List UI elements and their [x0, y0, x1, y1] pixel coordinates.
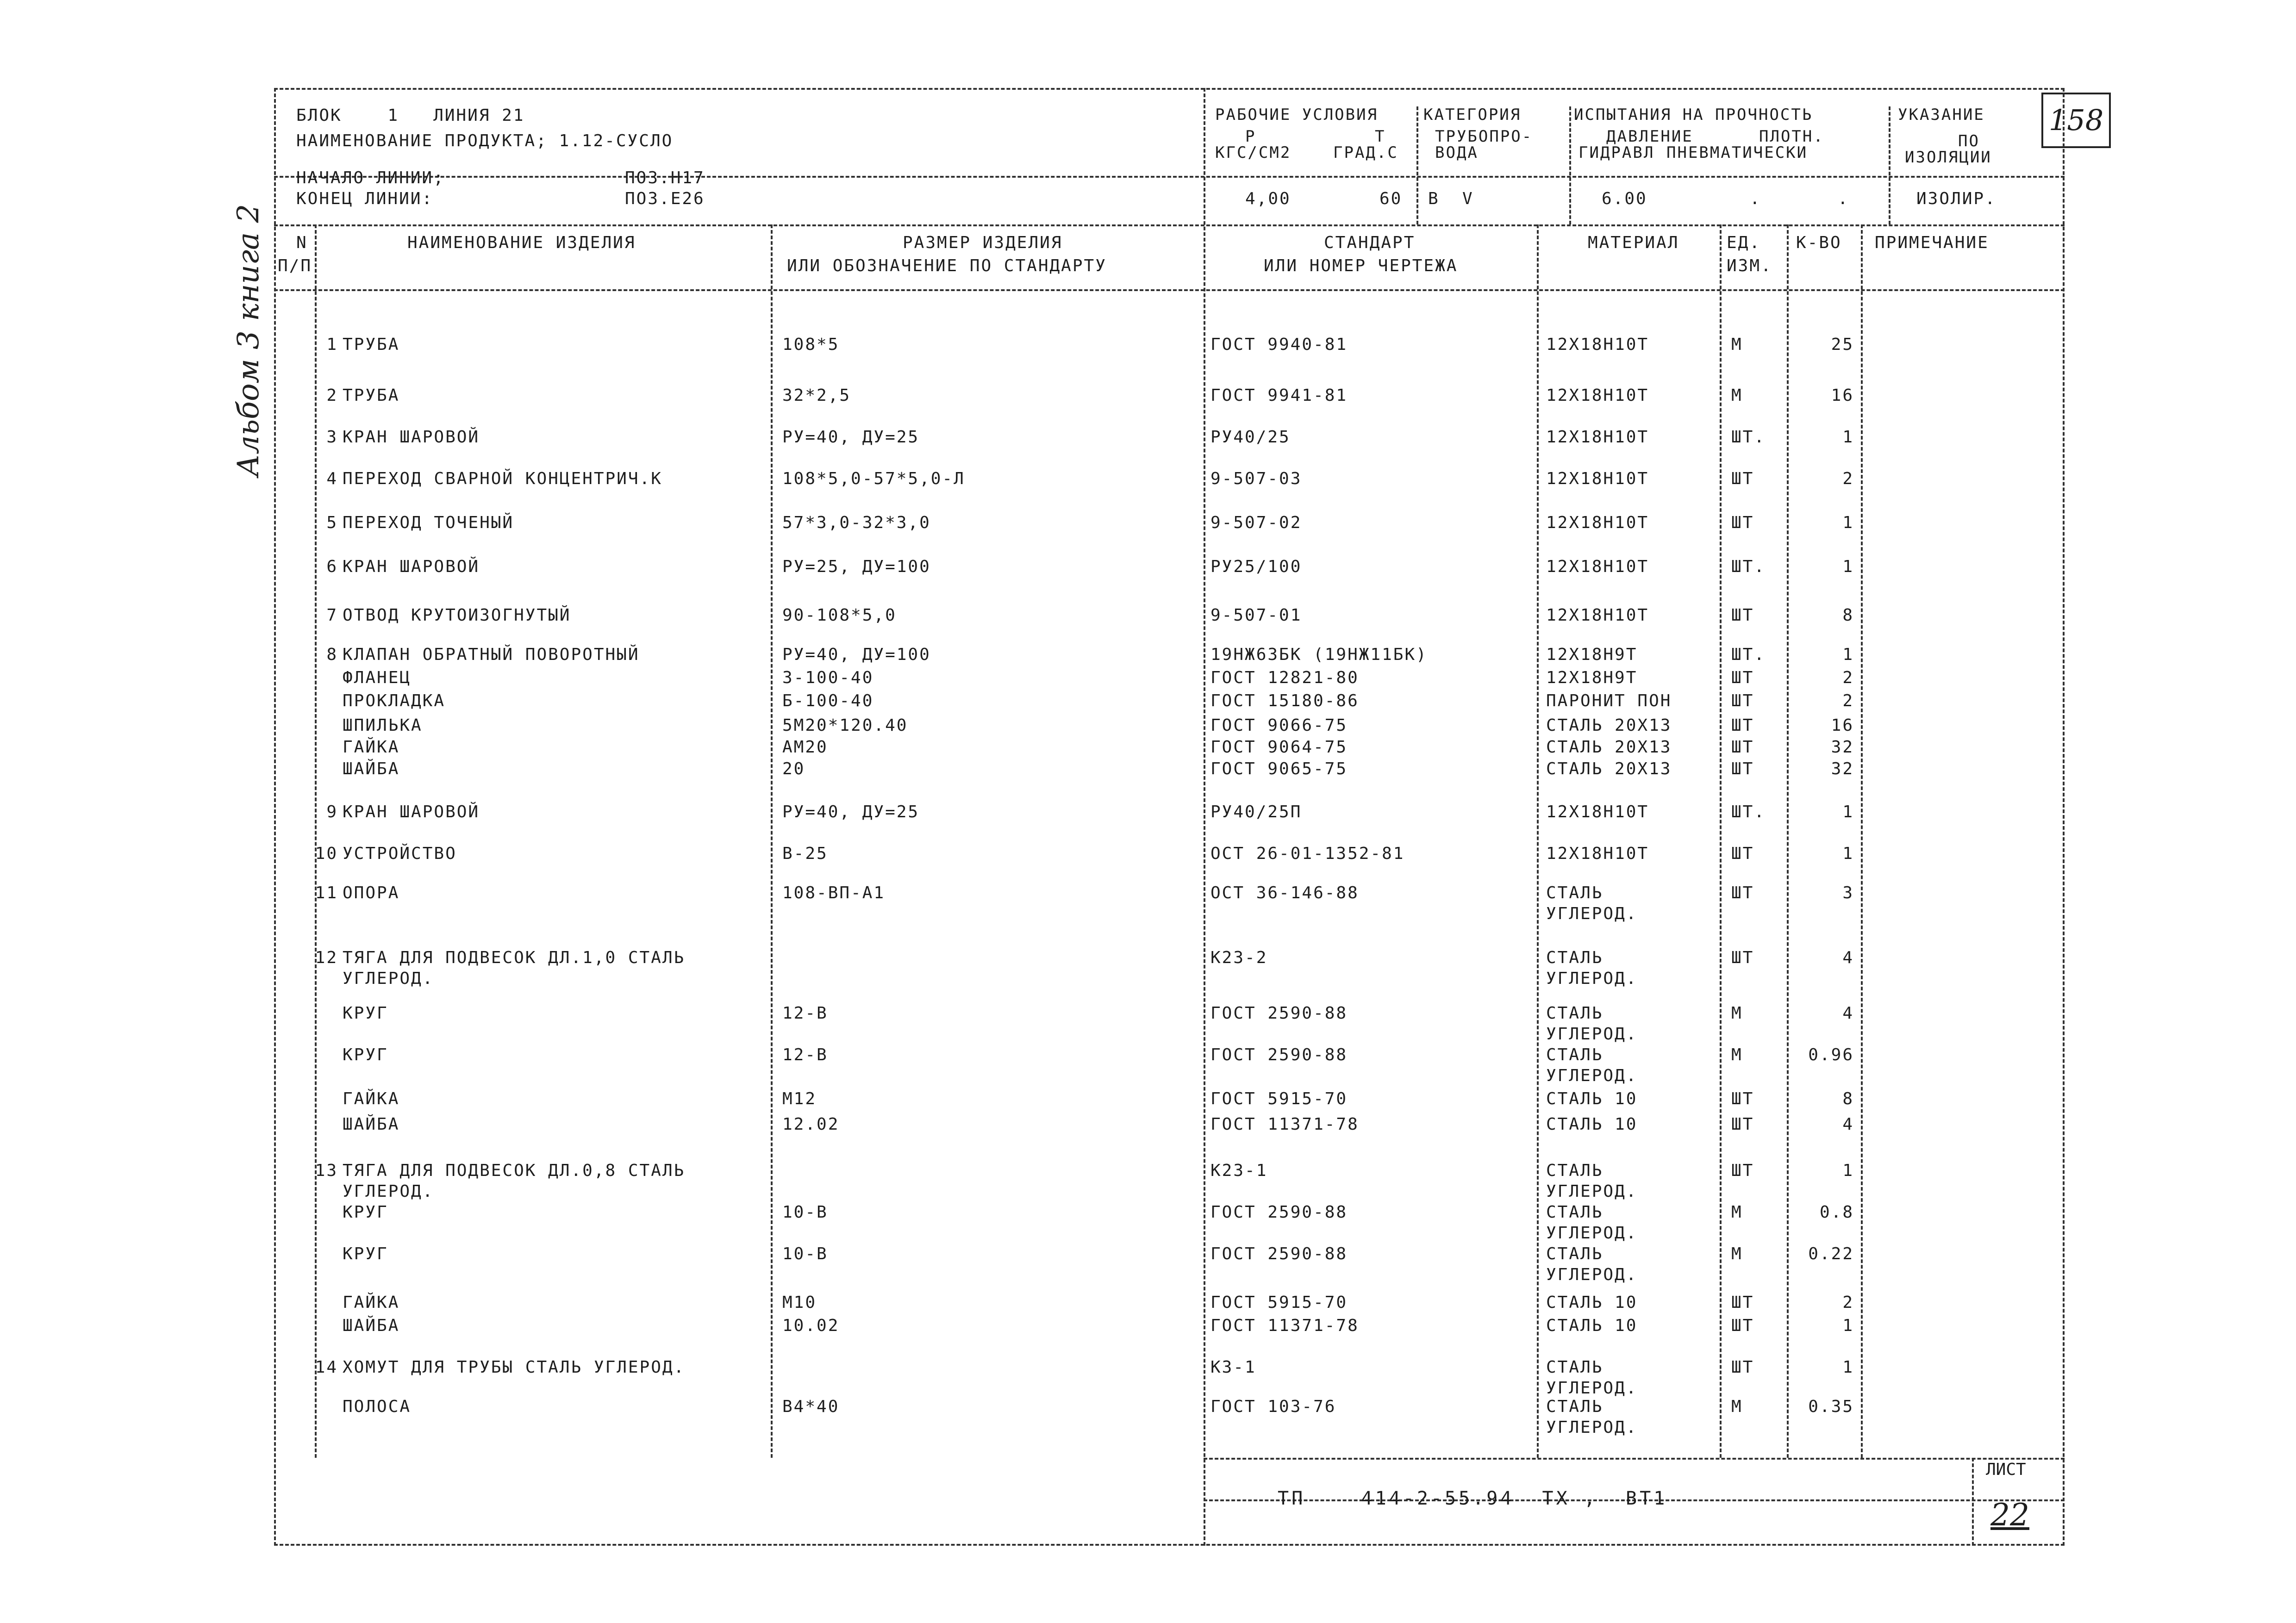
- header-t-label: Т: [1375, 127, 1386, 146]
- header-strength-test: ИСПЫТАНИЯ НА ПРОЧНОСТЬ: [1574, 106, 1813, 124]
- col-std2: ИЛИ НОМЕР ЧЕРТЕЖА: [1264, 256, 1458, 275]
- cell-unit: М: [1731, 1045, 1743, 1064]
- header-insulation3: ИЗОЛЯЦИИ: [1905, 148, 1992, 167]
- col-unit2: ИЗМ.: [1727, 256, 1772, 275]
- cell-qty: 32: [1831, 738, 1854, 757]
- cell-name: ТРУБА: [343, 386, 400, 405]
- cell-std: ОСТ 36-146-88: [1210, 883, 1359, 902]
- cell-unit: ШТ: [1731, 716, 1754, 735]
- cell-mat: 12Х18Н10Т: [1546, 557, 1649, 576]
- sheet-number: 22: [1990, 1497, 2029, 1533]
- album-stamp-text: Альбом 3 книга 2: [231, 204, 266, 477]
- cell-mat: 12Х18Н10Т: [1546, 802, 1649, 821]
- cell-n: 8: [326, 645, 338, 664]
- cell-name: ШАЙБА: [343, 759, 400, 778]
- cell-unit: ШТ: [1731, 883, 1754, 902]
- cell-mat2: УГЛЕРОД.: [1546, 904, 1638, 923]
- cell-unit: ШТ: [1731, 1358, 1754, 1377]
- cell-size: М10: [782, 1293, 817, 1312]
- cell-std: ГОСТ 2590-88: [1210, 1004, 1348, 1023]
- cell-qty: 1: [1842, 844, 1854, 863]
- cell-mat2: УГЛЕРОД.: [1546, 1418, 1638, 1437]
- cell-n: 1: [326, 335, 338, 354]
- cell-mat: 12Х18Н10Т: [1546, 513, 1649, 532]
- sheet-label: ЛИСТ: [1986, 1460, 2026, 1479]
- cell-qty: 16: [1831, 716, 1854, 735]
- cell-std: К23-1: [1210, 1161, 1268, 1180]
- cell-mat2: УГЛЕРОД.: [1546, 1379, 1638, 1398]
- cell-unit: ШТ: [1731, 469, 1754, 488]
- col-name: НАИМЕНОВАНИЕ ИЗДЕЛИЯ: [407, 233, 636, 252]
- cell-mat: СТАЛЬ: [1546, 948, 1603, 967]
- cell-size: 108*5,0-57*5,0-Л: [782, 469, 965, 488]
- cell-std: ГОСТ 11371-78: [1210, 1115, 1359, 1134]
- cell-name2: УГЛЕРОД.: [343, 969, 434, 988]
- cell-name: КРУГ: [343, 1045, 388, 1064]
- header-category: КАТЕГОРИЯ: [1423, 106, 1522, 124]
- sheet-number-top: 158: [2041, 93, 2111, 148]
- cell-unit: М: [1731, 1004, 1743, 1023]
- header-category-value: В V: [1428, 189, 1474, 208]
- col-size1: РАЗМЕР ИЗДЕЛИЯ: [903, 233, 1063, 252]
- header-insulation1: УКАЗАНИЕ: [1898, 106, 1985, 124]
- cell-std: ГОСТ 9064-75: [1210, 738, 1348, 757]
- header-start-value: ПОЗ.Н17: [625, 168, 705, 187]
- header-pneu-value: .: [1750, 189, 1761, 208]
- header-start-label: НАЧАЛО ЛИНИИ;: [296, 168, 445, 187]
- album-stamp: [218, 204, 282, 477]
- table-frame: [274, 88, 2065, 1546]
- cell-name: ТРУБА: [343, 335, 400, 354]
- cell-size: Б-100-40: [782, 691, 874, 710]
- cell-mat: СТАЛЬ: [1546, 883, 1603, 902]
- cell-mat2: УГЛЕРОД.: [1546, 1182, 1638, 1201]
- rule-col-size: [1204, 88, 1205, 1546]
- cell-mat: СТАЛЬ 10: [1546, 1115, 1638, 1134]
- cell-qty: 2: [1842, 691, 1854, 710]
- cell-std: ГОСТ 2590-88: [1210, 1244, 1348, 1263]
- cell-n: 6: [326, 557, 338, 576]
- cell-qty: 1: [1842, 1358, 1854, 1377]
- cell-size: 10-В: [782, 1244, 828, 1263]
- cell-unit: ШТ: [1731, 1161, 1754, 1180]
- header-t-unit: ГРАД.С: [1333, 143, 1398, 162]
- cell-mat2: УГЛЕРОД.: [1546, 1265, 1638, 1284]
- cell-std: К3-1: [1210, 1358, 1256, 1377]
- cell-size: 10.02: [782, 1316, 840, 1335]
- cell-std: ГОСТ 9940-81: [1210, 335, 1348, 354]
- cell-std: ГОСТ 5915-70: [1210, 1293, 1348, 1312]
- rule-col-std: [1537, 224, 1539, 1458]
- col-qty: К-ВО: [1796, 233, 1842, 252]
- cell-name: УСТРОЙСТВО: [343, 844, 457, 863]
- cell-size: 5М20*120.40: [782, 716, 908, 735]
- cell-name: КРАН ШАРОВОЙ: [343, 557, 480, 576]
- cell-mat: 12Х18Н9Т: [1546, 645, 1638, 664]
- header-pneumatic: ПНЕВМАТИЧЕСКИ: [1666, 143, 1808, 162]
- cell-size: 10-В: [782, 1203, 828, 1222]
- header-end-label: КОНЕЦ ЛИНИИ:: [296, 189, 434, 208]
- cell-std: РУ40/25П: [1210, 802, 1302, 821]
- cell-mat: СТАЛЬ: [1546, 1203, 1603, 1222]
- cell-qty: 32: [1831, 759, 1854, 778]
- cell-qty: 0.96: [1808, 1045, 1854, 1064]
- header-insulation2: ПО: [1958, 132, 1980, 150]
- cell-mat: СТАЛЬ 10: [1546, 1293, 1638, 1312]
- cell-n: 10: [315, 844, 338, 863]
- cell-unit: ШТ: [1731, 759, 1754, 778]
- cell-std: 19НЖ63БК (19НЖ11БК): [1210, 645, 1428, 664]
- cell-unit: ШТ: [1731, 844, 1754, 863]
- document-code: ТП 414-2-55.94 ТХ , ВТ1: [1278, 1488, 1668, 1509]
- cell-size: 108*5: [782, 335, 840, 354]
- cell-unit: ШТ: [1731, 738, 1754, 757]
- cell-name: ГАЙКА: [343, 1089, 400, 1108]
- cell-qty: 16: [1831, 386, 1854, 405]
- cell-mat: 12Х18Н10Т: [1546, 469, 1649, 488]
- cell-n: 12: [315, 948, 338, 967]
- cell-size: РУ=40, ДУ=25: [782, 428, 920, 447]
- cell-n: 11: [315, 883, 338, 902]
- cell-std: ГОСТ 5915-70: [1210, 1089, 1348, 1108]
- cell-size: 3-100-40: [782, 668, 874, 687]
- header-pipeline: ТРУБОПРО-: [1435, 127, 1533, 146]
- cell-qty: 1: [1842, 1316, 1854, 1335]
- header-pipeline2: ВОДА: [1435, 143, 1479, 162]
- header-end-value: ПОЗ.Е26: [625, 189, 705, 208]
- rule-col-n: [315, 224, 317, 1458]
- cell-name: ГАЙКА: [343, 1293, 400, 1312]
- cell-mat: СТАЛЬ: [1546, 1358, 1603, 1377]
- cell-qty: 3: [1842, 883, 1854, 902]
- cell-n: 3: [326, 428, 338, 447]
- cell-qty: 4: [1842, 1004, 1854, 1023]
- rule-header-bottom: [274, 224, 2065, 226]
- cell-name: ПРОКЛАДКА: [343, 691, 446, 710]
- cell-std: ГОСТ 2590-88: [1210, 1045, 1348, 1064]
- rule-header-mid: [274, 176, 2065, 178]
- cell-name: КРУГ: [343, 1004, 388, 1023]
- cell-mat: СТАЛЬ 10: [1546, 1316, 1638, 1335]
- cell-size: 32*2,5: [782, 386, 851, 405]
- cell-mat2: УГЛЕРОД.: [1546, 969, 1638, 988]
- header-product: НАИМЕНОВАНИЕ ПРОДУКТА; 1.12-СУСЛО: [296, 131, 674, 150]
- cell-std: 9-507-03: [1210, 469, 1302, 488]
- cell-mat: ПАРОНИТ ПОН: [1546, 691, 1672, 710]
- col-npp: П/П: [278, 256, 312, 275]
- cell-std: ГОСТ 9066-75: [1210, 716, 1348, 735]
- cell-size: 12-В: [782, 1045, 828, 1064]
- header-density: ПЛОТН.: [1759, 127, 1824, 146]
- rule-h-category: [1416, 106, 1418, 224]
- header-p-value: 4,00: [1245, 189, 1291, 208]
- header-work-conditions: РАБОЧИЕ УСЛОВИЯ: [1215, 106, 1379, 124]
- cell-unit: ШТ.: [1731, 802, 1766, 821]
- cell-n: 14: [315, 1358, 338, 1377]
- cell-size: 12-В: [782, 1004, 828, 1023]
- cell-size: РУ=40, ДУ=25: [782, 802, 920, 821]
- cell-unit: ШТ: [1731, 1089, 1754, 1108]
- cell-name: КЛАПАН ОБРАТНЫЙ ПОВОРОТНЫЙ: [343, 645, 640, 664]
- cell-mat: 12Х18Н10Т: [1546, 606, 1649, 625]
- cell-unit: ШТ.: [1731, 557, 1766, 576]
- cell-mat: 12Х18Н10Т: [1546, 428, 1649, 447]
- rule-col-name: [771, 224, 773, 1458]
- cell-unit: ШТ: [1731, 1316, 1754, 1335]
- cell-unit: М: [1731, 1244, 1743, 1263]
- cell-unit: М: [1731, 1397, 1743, 1416]
- cell-qty: 1: [1842, 1161, 1854, 1180]
- cell-unit: М: [1731, 386, 1743, 405]
- cell-qty: 1: [1842, 513, 1854, 532]
- cell-name2: УГЛЕРОД.: [343, 1182, 434, 1201]
- cell-std: ГОСТ 15180-86: [1210, 691, 1359, 710]
- cell-name: КРУГ: [343, 1244, 388, 1263]
- header-hydro-value: 6.00: [1602, 189, 1647, 208]
- rule-columns-bottom: [274, 289, 2065, 291]
- col-note: ПРИМЕЧАНИЕ: [1875, 233, 1989, 252]
- cell-unit: ШТ: [1731, 948, 1754, 967]
- col-unit1: ЕД.: [1727, 233, 1761, 252]
- cell-mat: СТАЛЬ: [1546, 1161, 1603, 1180]
- cell-qty: 1: [1842, 557, 1854, 576]
- cell-mat: СТАЛЬ: [1546, 1004, 1603, 1023]
- header-insulation-value: ИЗОЛИР.: [1916, 189, 1997, 208]
- cell-name: КРАН ШАРОВОЙ: [343, 802, 480, 821]
- cell-size: АМ20: [782, 738, 828, 757]
- cell-qty: 8: [1842, 606, 1854, 625]
- rule-col-mat: [1720, 224, 1722, 1458]
- cell-name: КРАН ШАРОВОЙ: [343, 428, 480, 447]
- cell-unit: ШТ: [1731, 668, 1754, 687]
- cell-unit: М: [1731, 335, 1743, 354]
- cell-std: ГОСТ 12821-80: [1210, 668, 1359, 687]
- cell-name: ОПОРА: [343, 883, 400, 902]
- cell-qty: 4: [1842, 1115, 1854, 1134]
- cell-qty: 2: [1842, 1293, 1854, 1312]
- cell-qty: 1: [1842, 428, 1854, 447]
- cell-mat: 12Х18Н10Т: [1546, 386, 1649, 405]
- cell-n: 5: [326, 513, 338, 532]
- cell-unit: ШТ: [1731, 691, 1754, 710]
- cell-unit: ШТ.: [1731, 428, 1766, 447]
- cell-name: ТЯГА ДЛЯ ПОДВЕСОК ДЛ.1,0 СТАЛЬ: [343, 948, 686, 967]
- cell-qty: 2: [1842, 668, 1854, 687]
- col-std1: СТАНДАРТ: [1324, 233, 1416, 252]
- cell-mat: СТАЛЬ 20Х13: [1546, 738, 1672, 757]
- cell-qty: 0.22: [1808, 1244, 1854, 1263]
- cell-name: ГАЙКА: [343, 738, 400, 757]
- cell-size: 108-ВП-А1: [782, 883, 886, 902]
- cell-name: ШАЙБА: [343, 1316, 400, 1335]
- cell-mat2: УГЛЕРОД.: [1546, 1066, 1638, 1085]
- cell-unit: ШТ: [1731, 1115, 1754, 1134]
- cell-std: ГОСТ 11371-78: [1210, 1316, 1359, 1335]
- cell-mat: 12Х18Н10Т: [1546, 844, 1649, 863]
- cell-mat: 12Х18Н10Т: [1546, 335, 1649, 354]
- cell-name: ПОЛОСА: [343, 1397, 412, 1416]
- header-dens-value: .: [1838, 189, 1849, 208]
- cell-qty: 1: [1842, 645, 1854, 664]
- cell-qty: 4: [1842, 948, 1854, 967]
- cell-unit: ШТ: [1731, 606, 1754, 625]
- cell-name: ОТВОД КРУТОИЗОГНУТЫЙ: [343, 606, 571, 625]
- cell-size: 20: [782, 759, 805, 778]
- cell-n: 7: [326, 606, 338, 625]
- cell-qty: 0.8: [1819, 1203, 1854, 1222]
- cell-name: ПЕРЕХОД СВАРНОЙ КОНЦЕНТРИЧ.К: [343, 469, 662, 488]
- header-p-label: Р: [1245, 127, 1256, 146]
- cell-std: 9-507-02: [1210, 513, 1302, 532]
- rule-col-unit: [1787, 224, 1789, 1458]
- cell-size: В-25: [782, 844, 828, 863]
- cell-std: ГОСТ 9941-81: [1210, 386, 1348, 405]
- rule-footer-top: [1204, 1458, 2065, 1460]
- rule-h-insul: [1889, 106, 1890, 224]
- cell-size: РУ=25, ДУ=100: [782, 557, 931, 576]
- cell-mat: СТАЛЬ: [1546, 1045, 1603, 1064]
- cell-qty: 1: [1842, 802, 1854, 821]
- cell-std: ГОСТ 103-76: [1210, 1397, 1336, 1416]
- col-size2: ИЛИ ОБОЗНАЧЕНИЕ ПО СТАНДАРТУ: [787, 256, 1107, 275]
- cell-name: ПЕРЕХОД ТОЧЕНЫЙ: [343, 513, 514, 532]
- cell-qty: 2: [1842, 469, 1854, 488]
- cell-n: 9: [326, 802, 338, 821]
- cell-unit: М: [1731, 1203, 1743, 1222]
- cell-n: 13: [315, 1161, 338, 1180]
- cell-std: ОСТ 26-01-1352-81: [1210, 844, 1405, 863]
- cell-std: РУ40/25: [1210, 428, 1291, 447]
- cell-n: 2: [326, 386, 338, 405]
- cell-size: 12.02: [782, 1115, 840, 1134]
- header-block-line: БЛОК 1 ЛИНИЯ 21: [296, 106, 525, 125]
- col-n: N: [296, 233, 308, 252]
- cell-mat: 12Х18Н9Т: [1546, 668, 1638, 687]
- cell-qty: 8: [1842, 1089, 1854, 1108]
- header-hydraulic: ГИДРАВЛ: [1578, 143, 1655, 162]
- cell-mat: СТАЛЬ 20Х13: [1546, 716, 1672, 735]
- rule-col-qty: [1861, 224, 1863, 1458]
- cell-qty: 0.35: [1808, 1397, 1854, 1416]
- cell-mat: СТАЛЬ: [1546, 1397, 1603, 1416]
- cell-name: ХОМУТ ДЛЯ ТРУБЫ СТАЛЬ УГЛЕРОД.: [343, 1358, 686, 1377]
- cell-mat2: УГЛЕРОД.: [1546, 1025, 1638, 1044]
- header-p-unit: КГС/СМ2: [1215, 143, 1292, 162]
- cell-std: ГОСТ 9065-75: [1210, 759, 1348, 778]
- col-material: МАТЕРИАЛ: [1588, 233, 1679, 252]
- rule-sheet-box: [1972, 1458, 1974, 1546]
- cell-size: РУ=40, ДУ=100: [782, 645, 931, 664]
- cell-std: ГОСТ 2590-88: [1210, 1203, 1348, 1222]
- header-t-value: 60: [1379, 189, 1403, 208]
- cell-name: ШАЙБА: [343, 1115, 400, 1134]
- cell-std: РУ25/100: [1210, 557, 1302, 576]
- cell-unit: ШТ: [1731, 1293, 1754, 1312]
- cell-mat: СТАЛЬ 20Х13: [1546, 759, 1672, 778]
- cell-size: В4*40: [782, 1397, 840, 1416]
- cell-size: М12: [782, 1089, 817, 1108]
- rule-h-test: [1569, 106, 1571, 224]
- cell-size: 90-108*5,0: [782, 606, 897, 625]
- cell-mat2: УГЛЕРОД.: [1546, 1224, 1638, 1243]
- cell-unit: ШТ.: [1731, 645, 1766, 664]
- cell-mat: СТАЛЬ 10: [1546, 1089, 1638, 1108]
- cell-name: КРУГ: [343, 1203, 388, 1222]
- cell-name: ШПИЛЬКА: [343, 716, 423, 735]
- header-pressure: ДАВЛЕНИЕ: [1606, 127, 1693, 146]
- cell-name: ФЛАНЕЦ: [343, 668, 412, 687]
- cell-std: 9-507-01: [1210, 606, 1302, 625]
- cell-name: ТЯГА ДЛЯ ПОДВЕСОК ДЛ.0,8 СТАЛЬ: [343, 1161, 686, 1180]
- cell-n: 4: [326, 469, 338, 488]
- cell-std: К23-2: [1210, 948, 1268, 967]
- cell-unit: ШТ: [1731, 513, 1754, 532]
- cell-size: 57*3,0-32*3,0: [782, 513, 931, 532]
- cell-mat: СТАЛЬ: [1546, 1244, 1603, 1263]
- cell-qty: 25: [1831, 335, 1854, 354]
